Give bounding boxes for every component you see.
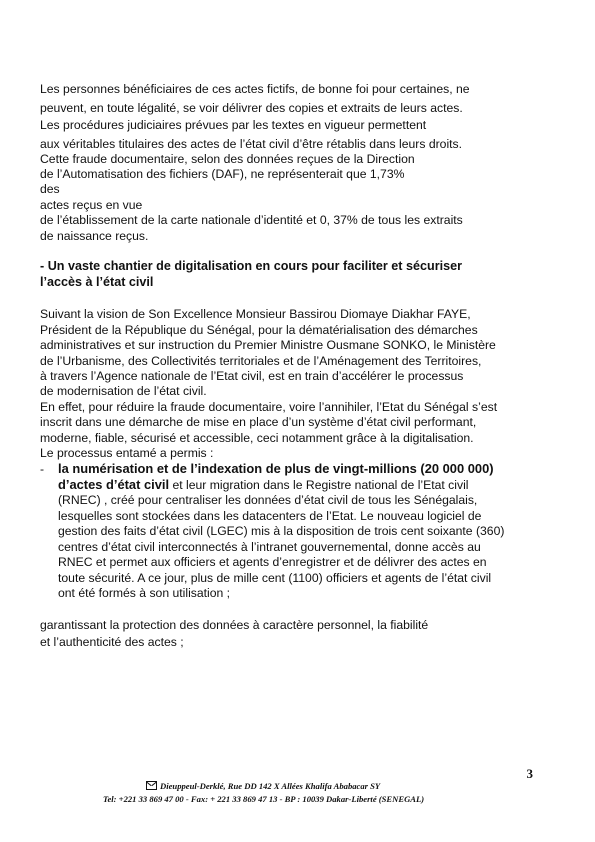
- bullet-marker: -: [40, 462, 45, 476]
- bullet-line: lesquelles sont stockées dans les datacenters de l’Etat. Le nouveau logiciel de: [58, 509, 482, 523]
- paragraph-line: de l’Automatisation des fichiers (DAF), ne représenterait que 1,73%: [40, 167, 405, 181]
- bullet-line: RNEC et permet aux officiers et agents d’enregistrer et de délivrer des actes en: [58, 555, 487, 569]
- paragraph-line: administratives et sur instruction du Premier Ministre Ousmane SONKO, le Ministère: [40, 338, 496, 352]
- paragraph-line: inscrit dans une démarche de mise en place d’un système d’état civil performant,: [40, 415, 477, 429]
- paragraph-line: moderne, fiable, sécurisé et accessible, ceci notamment grâce à la digitalisation.: [40, 431, 474, 445]
- paragraph-line: et l’authenticité des actes ;: [40, 635, 184, 649]
- paragraph-line: Les personnes bénéficiaires de ces actes fictifs, de bonne foi pour certaines, ne: [40, 82, 470, 96]
- heading-line: - Un vaste chantier de digitalisation en cours pour faciliter et sécuriser: [40, 259, 463, 273]
- bullet-bold-line: la numérisation et de l’indexation de plus de vingt-millions (20 000 000): [58, 461, 494, 476]
- bullet-bold-text: d’actes d’état civil: [58, 477, 170, 492]
- bullet-line: toute sécurité. A ce jour, plus de mille cent (1100) officiers et agents de l’état civil: [58, 571, 492, 585]
- page-number: 3: [526, 766, 533, 781]
- paragraph-line: des: [40, 182, 60, 196]
- bullet-line: ont été formés à son utilisation ;: [58, 586, 231, 600]
- paragraph-line: aux véritables titulaires des actes de l’état civil d’être rétablis dans leurs droits.: [40, 137, 463, 151]
- bullet-line: centres d’état civil interconnectés à l’intranet gouvernemental, donne accès au: [58, 540, 481, 554]
- paragraph-line: de modernisation de l’état civil.: [40, 384, 207, 398]
- heading-line: l’accès à l’état civil: [40, 275, 154, 289]
- footer-address: Dieuppeul-Derklé, Rue DD 142 X Allées Khalifa Ababacar SY: [160, 781, 381, 791]
- footer-contact: Tel: +221 33 869 47 00 - Fax: + 221 33 869 47 13 - BP : 10039 Dakar-Liberté (SENEGAL): [103, 794, 425, 804]
- envelope-icon: [146, 781, 157, 790]
- paragraph-line: de naissance reçus.: [40, 229, 149, 243]
- paragraph-line: de l’établissement de la carte nationale d’identité et 0, 37% de tous les extraits: [40, 213, 463, 227]
- bullet-text: et leur migration dans le Registre national de l’Etat civil: [169, 478, 469, 492]
- paragraph-line: peuvent, en toute légalité, se voir délivrer des copies et extraits de leurs actes.: [40, 101, 463, 115]
- paragraph-line: Les procédures judiciaires prévues par les textes en vigueur permettent: [40, 118, 427, 132]
- paragraph-line: Suivant la vision de Son Excellence Monsieur Bassirou Diomaye Diakhar FAYE,: [40, 307, 471, 321]
- bullet-line: gestion des faits d’état civil (LGEC) mis à la disposition de trois cent soixante (360): [58, 524, 505, 538]
- footer-address-line: [146, 781, 380, 792]
- paragraph-line: de l’Urbanisme, des Collectivités territoriales et de l’Aménagement des Territoires,: [40, 354, 482, 368]
- paragraph-line: Le processus entamé a permis :: [40, 446, 214, 460]
- bullet-line: (RNEC) , créé pour centraliser les données d’état civil de tous les Sénégalais,: [58, 493, 478, 507]
- paragraph-line: garantissant la protection des données à caractère personnel, la fiabilité: [40, 618, 429, 632]
- paragraph-line: Cette fraude documentaire, selon des données reçues de la Direction: [40, 152, 415, 166]
- paragraph-line: En effet, pour réduire la fraude documentaire, voire l’annihiler, l’Etat du Sénégal s’est: [40, 400, 498, 414]
- bullet-line: [58, 477, 468, 493]
- paragraph-line: à travers l’Agence nationale de l’Etat civil, est en train d’accélérer le processus: [40, 369, 464, 383]
- paragraph-line: Président de la République du Sénégal, pour la dématérialisation des démarches: [40, 323, 478, 337]
- paragraph-line: actes reçus en vue: [40, 198, 143, 212]
